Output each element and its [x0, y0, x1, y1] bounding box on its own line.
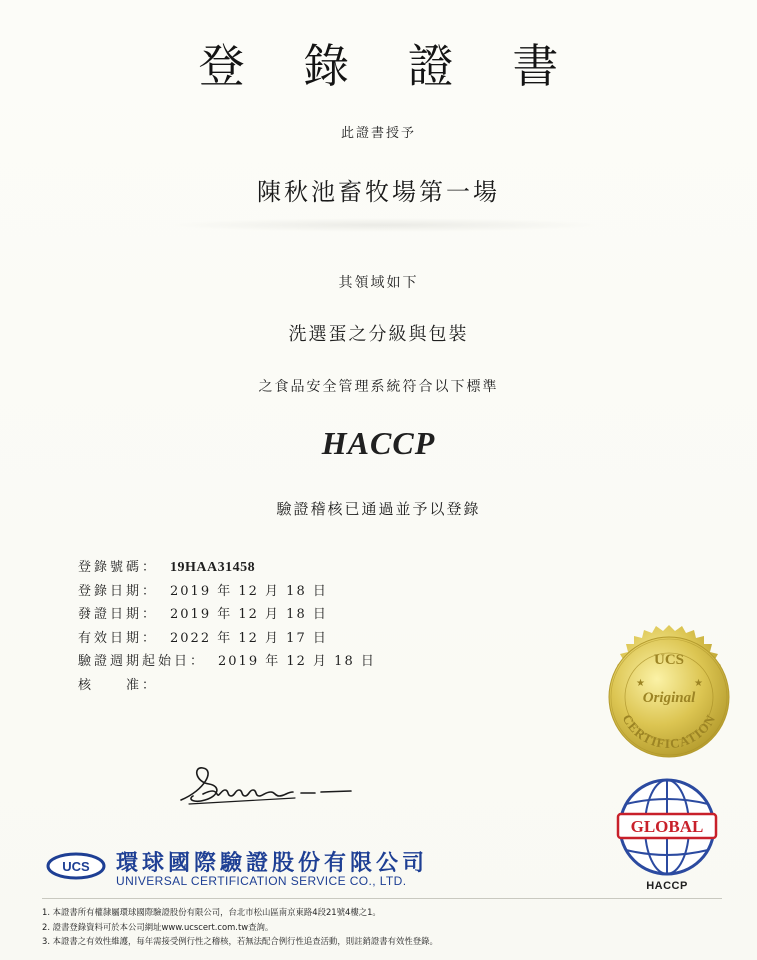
footer-notes — [42, 905, 438, 949]
detail-label: 有效日期： — [78, 630, 159, 646]
detail-row-expiry-date — [78, 627, 376, 651]
detail-value: 2019 年 12 月 18 日 — [170, 607, 328, 622]
seal-star-icon: ★ — [694, 678, 703, 689]
company-name: 陳秋池畜牧場第一場 — [257, 178, 500, 206]
approval-text: 驗證稽核已通過並予以登錄 — [276, 500, 481, 518]
scope-text: 洗選蛋之分級與包裝 — [288, 324, 469, 345]
note-item: 2. 證書登錄資料可於本公司網址www.ucscert.com.tw查詢。 — [42, 921, 274, 932]
standard-name: HACCP — [321, 425, 436, 461]
ucs-logo — [46, 852, 106, 880]
globe-label: HACCP — [646, 880, 688, 892]
seal-star-icon: ★ — [636, 678, 645, 689]
global-haccp-logo — [612, 772, 722, 882]
detail-value: 2022 年 12 月 17 日 — [170, 630, 328, 646]
ucs-logo-text: UCS — [62, 859, 90, 874]
seal-middle-text: Original — [642, 690, 696, 706]
detail-value: 2019 年 12 月 18 日 — [170, 583, 328, 599]
detail-row-registration-date — [78, 580, 376, 604]
globe-text: GLOBAL — [630, 817, 704, 836]
detail-label: 登錄號碼： — [78, 560, 159, 575]
detail-label: 發證日期： — [78, 607, 159, 622]
registration-details — [78, 556, 376, 697]
detail-row-cycle-start — [78, 650, 376, 674]
gold-seal — [596, 624, 742, 770]
issuer-name-en: UNIVERSAL CERTIFICATION SERVICE CO., LTD. — [116, 874, 407, 888]
scope-label: 其領域如下 — [338, 275, 419, 291]
note-item: 3. 本證書之有效性維護，每年需接受例行性之稽核，若無法配合例行性追查活動，則註銷證書有效性登錄。 — [42, 936, 438, 946]
signature-image — [175, 760, 365, 810]
granted-to-label: 此證書授予 — [340, 126, 416, 141]
seal-top-text: UCS — [653, 652, 685, 668]
detail-row-registration-no — [78, 556, 376, 580]
detail-value: 19HAA31458 — [170, 560, 256, 575]
redacted-address — [170, 218, 600, 232]
detail-label: 驗證週期起始日： — [78, 654, 207, 669]
detail-value: 2019 年 12 月 18 日 — [218, 654, 376, 669]
detail-label: 登錄日期： — [78, 583, 159, 599]
detail-row-approved-by — [78, 674, 376, 698]
detail-label: 核 准： — [78, 677, 159, 693]
issuer-name-cn: 環球國際驗證股份有限公司 — [116, 851, 429, 876]
seal-arc-text: CERTIFICATION — [619, 711, 719, 752]
divider — [42, 898, 722, 899]
certificate-title: 登 錄 證 書 — [198, 39, 581, 93]
note-item: 1. 本證書所有權隸屬環球國際驗證股份有限公司，台北市松山區南京東路4段21號4樓之1。 — [42, 907, 381, 917]
standard-intro: 之食品安全管理系統符合以下標準 — [258, 379, 499, 395]
detail-value — [158, 674, 170, 698]
detail-row-issue-date — [78, 603, 376, 627]
